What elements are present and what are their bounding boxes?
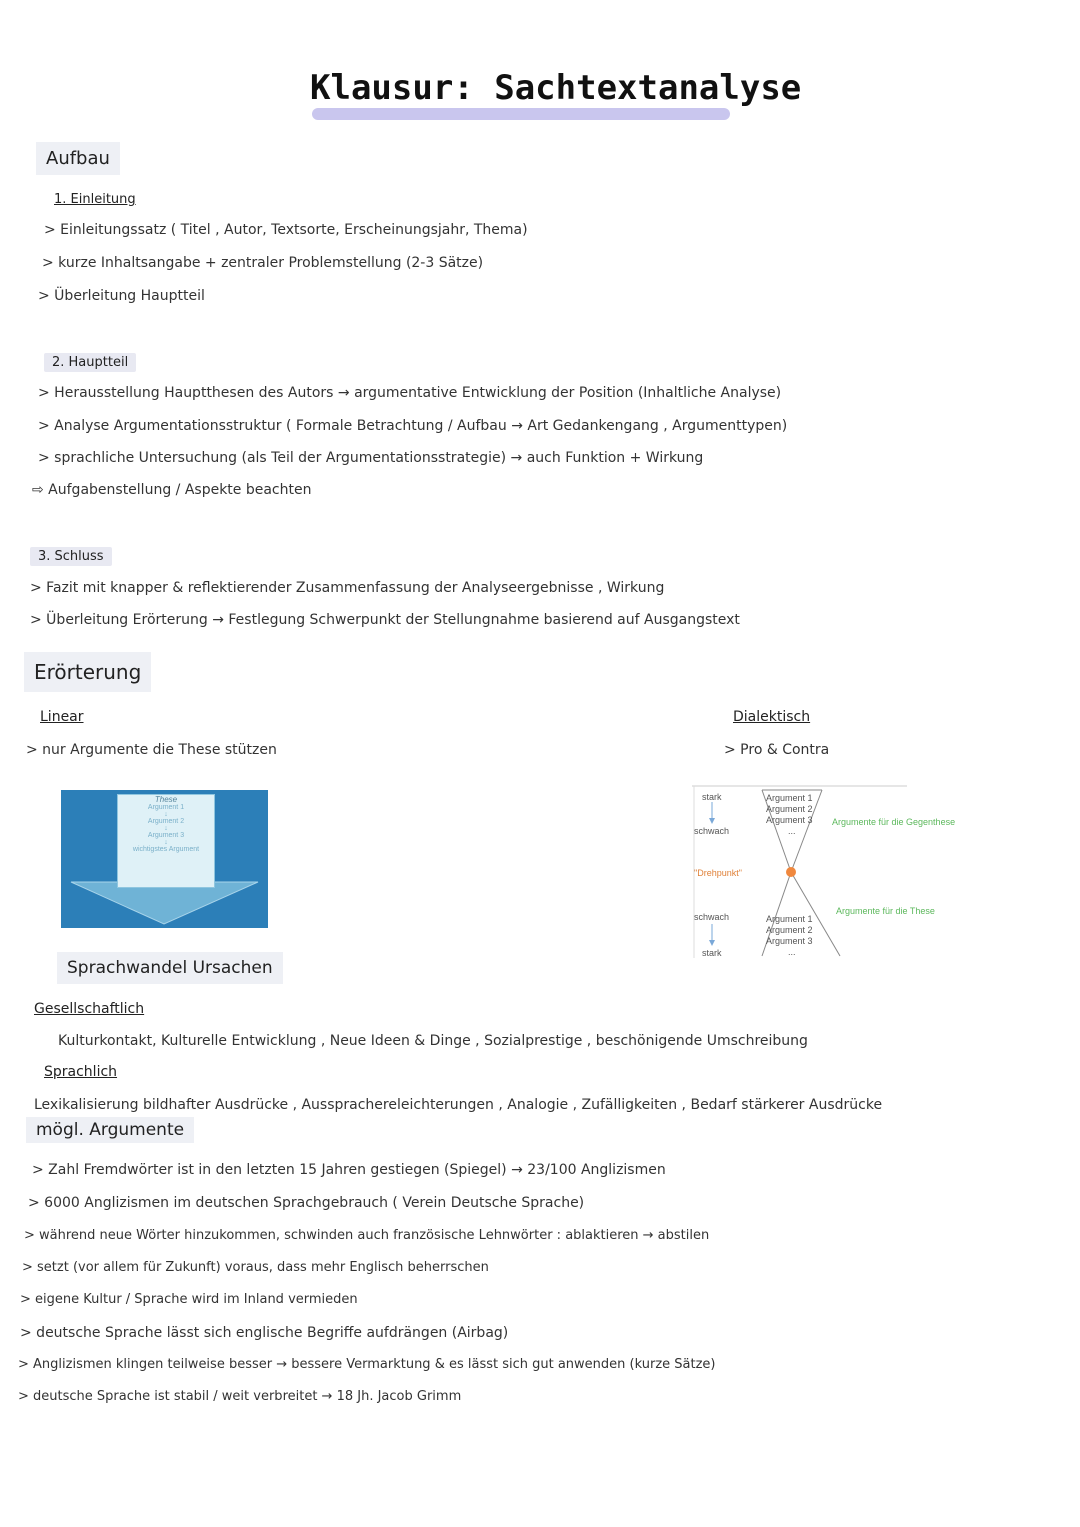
hauptteil-item: ⇨ Aufgabenstellung / Aspekte beachten: [32, 482, 312, 498]
dia-arg: Argument 2: [766, 925, 813, 935]
title-underline: [312, 108, 730, 120]
einleitung-heading: 1. Einleitung: [54, 192, 136, 207]
page-title: Klausur: Sachtextanalyse: [310, 68, 802, 108]
schluss-item: > Überleitung Erörterung → Festlegung Schwerpunkt der Stellungnahme basierend auf Ausgangstext: [30, 612, 740, 628]
einleitung-item: > kurze Inhaltsangabe + zentraler Problemstellung (2-3 Sätze): [42, 255, 484, 271]
linear-arrow: ↓: [164, 839, 168, 846]
linear-arg: Argument 2: [147, 818, 185, 825]
dia-args-top: [766, 793, 813, 837]
section-eroerterung: Erörterung: [24, 652, 151, 692]
dia-arg: Argument 1: [766, 793, 813, 803]
dia-args-bottom: [766, 914, 813, 958]
section-aufbau: Aufbau: [36, 142, 120, 175]
argument-item: > Anglizismen klingen teilweise besser → bessere Vermarktung & es lässt sich gut anwenden (kurze Sätze): [18, 1357, 716, 1372]
einleitung-item: > Einleitungssatz ( Titel , Autor, Textsorte, Erscheinungsjahr, Thema): [44, 222, 528, 238]
linear-diagram: [61, 790, 268, 928]
dia-schwach-top: schwach: [694, 826, 730, 836]
hauptteil-heading: 2. Hauptteil: [44, 353, 136, 372]
dia-arg: Argument 1: [766, 914, 813, 924]
dia-label-gegenthese: Argumente für die Gegenthese: [832, 817, 956, 827]
hauptteil-item: > sprachliche Untersuchung (als Teil der Argumentationsstrategie) → auch Funktion + Wirkung: [38, 450, 704, 466]
argument-item: > setzt (vor allem für Zukunft) voraus, dass mehr Englisch beherrschen: [22, 1260, 489, 1275]
hauptteil-item: > Herausstellung Hauptthesen des Autors → argumentative Entwicklung der Position (Inhaltliche Analyse): [38, 385, 782, 401]
schluss-item: > Fazit mit knapper & reflektierender Zusammenfassung der Analyseergebnisse , Wirkung: [30, 580, 665, 596]
dia-drehpunkt: "Drehpunkt": [694, 868, 742, 878]
gesellschaftlich-label: Gesellschaftlich: [34, 1001, 145, 1017]
linear-arrow: ↓: [164, 811, 168, 818]
dia-label-these: Argumente für die These: [836, 906, 935, 916]
gesellschaftlich-text: Kulturkontakt, Kulturelle Entwicklung , Neue Ideen & Dinge , Sozialprestige , beschönigende Umschreibung: [58, 1033, 808, 1049]
dia-schwach-bottom: schwach: [694, 912, 730, 922]
dialektisch-diagram: [692, 784, 956, 960]
dialektisch-text: > Pro & Contra: [724, 742, 830, 758]
linear-arrow: ↓: [164, 825, 168, 832]
dia-arg: ...: [788, 947, 796, 957]
argument-item: > deutsche Sprache lässt sich englische Begriffe aufdrängen (Airbag): [20, 1325, 509, 1341]
linear-arg: Argument 3: [147, 832, 185, 839]
dia-arg: Argument 2: [766, 804, 813, 814]
einleitung-item: > Überleitung Hauptteil: [38, 288, 205, 304]
linear-text: > nur Argumente die These stützen: [26, 742, 277, 758]
linear-arg: wichtigstes Argument: [132, 846, 200, 853]
hauptteil-item: > Analyse Argumentationsstruktur ( Formale Betrachtung / Aufbau → Art Gedankengang , Argumenttypen): [38, 418, 788, 434]
argument-item: > Zahl Fremdwörter ist in den letzten 15 Jahren gestiegen (Spiegel) → 23/100 Anglizismen: [32, 1162, 666, 1178]
linear-these: These: [154, 795, 178, 804]
dia-arg: Argument 3: [766, 815, 813, 825]
argument-item: > 6000 Anglizismen im deutschen Sprachgebrauch ( Verein Deutsche Sprache): [28, 1195, 585, 1211]
argument-item: > während neue Wörter hinzukommen, schwinden auch französische Lehnwörter : ablaktieren → abstilen: [24, 1228, 710, 1243]
linear-diagram-box: [117, 794, 215, 888]
section-argumente: mögl. Argumente: [26, 1117, 194, 1143]
sprachlich-label: Sprachlich: [44, 1064, 118, 1080]
linear-label: Linear: [40, 709, 84, 725]
schluss-heading: 3. Schluss: [30, 547, 112, 566]
section-sprachwandel: Sprachwandel Ursachen: [57, 952, 283, 984]
argument-item: > eigene Kultur / Sprache wird im Inland vermieden: [20, 1292, 358, 1307]
dia-arg: ...: [788, 826, 796, 836]
argument-item: > deutsche Sprache ist stabil / weit verbreitet → 18 Jh. Jacob Grimm: [18, 1389, 462, 1404]
dia-stark-bottom: stark: [702, 948, 722, 958]
dialektisch-label: Dialektisch: [733, 709, 811, 725]
dia-stark-top: stark: [702, 792, 722, 802]
sprachlich-text: Lexikalisierung bildhafter Ausdrücke , Aussprachereleichterungen , Analogie , Zufälligkeiten , Bedarf stärkerer Ausdrücke: [34, 1097, 883, 1113]
dia-arg: Argument 3: [766, 936, 813, 946]
linear-arg: Argument 1: [147, 804, 185, 811]
